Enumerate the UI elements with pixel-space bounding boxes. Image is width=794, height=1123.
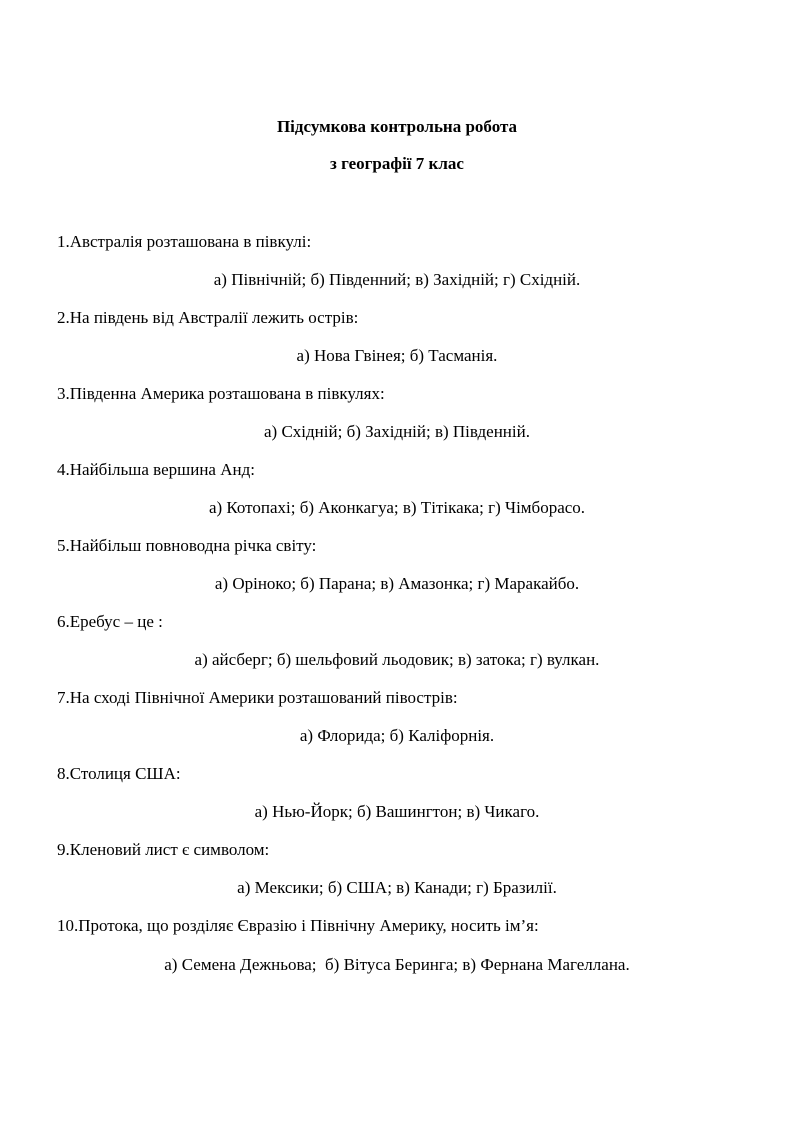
answers-4: а) Котопахі; б) Аконкагуа; в) Тітікака; г) Чімборасо. <box>208 498 586 517</box>
answers-9: а) Мексики; б) США; в) Канади; г) Бразилії. <box>237 878 557 897</box>
answers-10: а) Семена Дежньова; б) Вітуса Беринга; в) Фернана Магеллана. <box>164 955 630 974</box>
question-4: 4.Найбільша вершина Анд: <box>57 460 255 479</box>
question-6: 6.Еребус – це : <box>57 612 163 631</box>
answers-5: а) Оріноко; б) Парана; в) Амазонка; г) Маракайбо. <box>214 574 580 593</box>
document-subtitle: з географії 7 клас <box>330 154 464 173</box>
question-8: 8.Столиця США: <box>57 764 181 783</box>
question-9: 9.Кленовий лист є символом: <box>57 840 270 859</box>
answers-1: а) Північній; б) Південний; в) Західній; г) Східній. <box>213 270 581 289</box>
answers-6: а) айсберг; б) шельфовий льодовик; в) затока; г) вулкан. <box>194 650 600 669</box>
answers-2: а) Нова Гвінея; б) Тасманія. <box>296 346 498 365</box>
document-title: Підсумкова контрольна робота <box>276 117 518 136</box>
question-3: 3.Південна Америка розташована в півкулях: <box>57 384 385 403</box>
question-5: 5.Найбільш повноводна річка світу: <box>57 536 317 555</box>
question-2: 2.На південь від Австралії лежить острів: <box>57 308 359 327</box>
question-1: 1.Австралія розташована в півкулі: <box>57 232 312 251</box>
answers-3: а) Східній; б) Західній; в) Південній. <box>264 422 530 441</box>
answers-7: а) Флорида; б) Каліфорнія. <box>299 726 495 745</box>
question-7: 7.На сході Північної Америки розташований півострів: <box>57 688 458 707</box>
question-10: 10.Протока, що розділяє Євразію і Північну Америку, носить ім’я: <box>57 916 539 935</box>
answers-8: а) Нью-Йорк; б) Вашингтон; в) Чикаго. <box>254 802 540 821</box>
